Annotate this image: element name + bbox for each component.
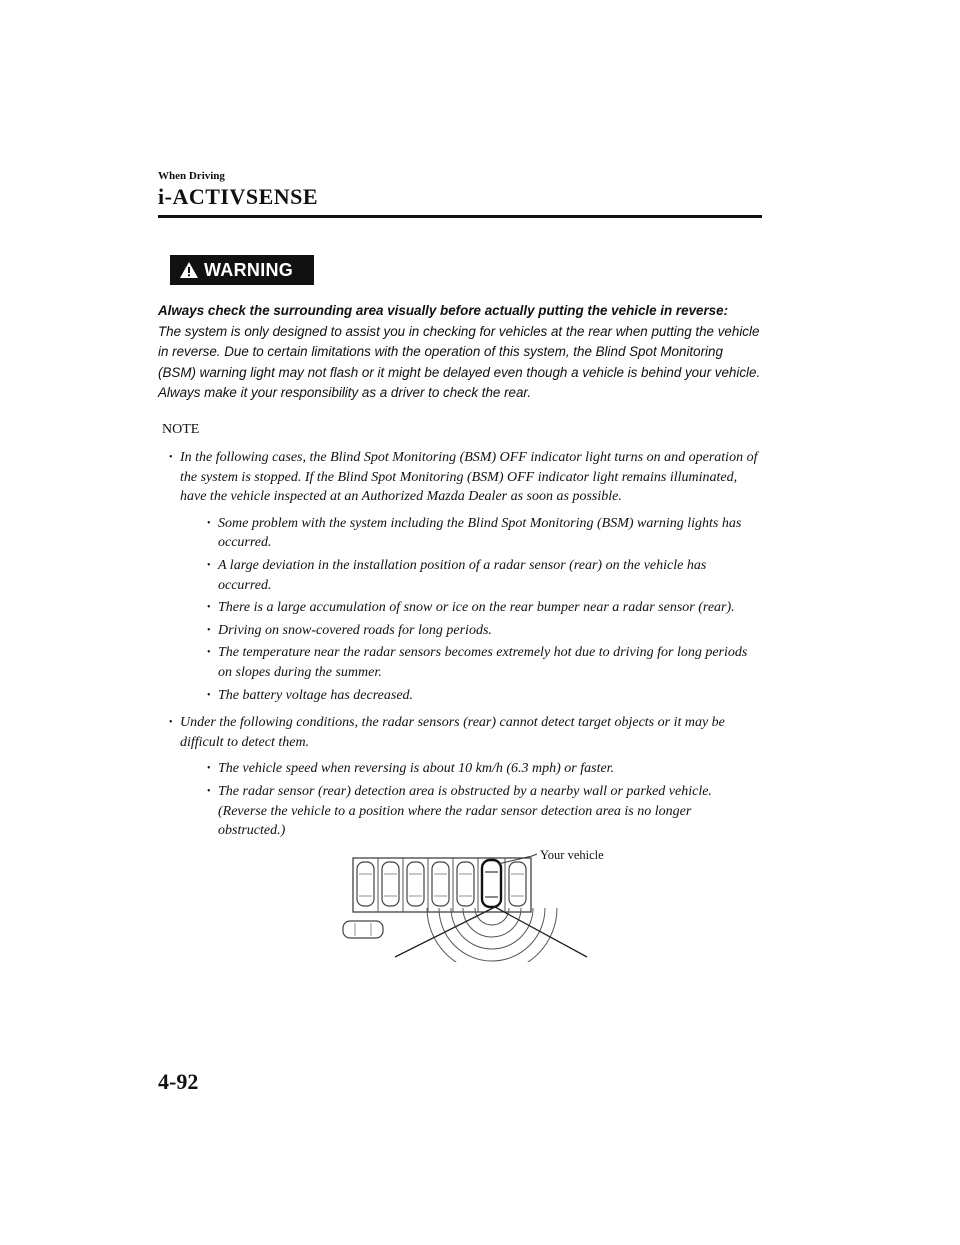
note-label: NOTE [162,422,200,437]
approaching-vehicle [343,921,383,938]
note-item [162,448,762,705]
section-label: When Driving [158,170,225,182]
page-number: 4-92 [158,1069,199,1094]
note-list [162,448,762,849]
note-item-text: • In the following cases, the Blind Spot Monitoring (BSM) OFF indicator light turns on and operation of the system is stopped. If the Blind Spot Monitoring (BSM) OFF indicator light remains illuminated, have the vehicle inspected at an Authorized Mazda Dealer as soon as possible. [180,450,758,505]
note-subitem: • Driving on snow-covered roads for long periods. [180,621,762,641]
parking-radar-diagram [335,842,625,962]
warning-text [158,301,764,404]
note-subitem: • The radar sensor (rear) detection area is obstructed by a nearby wall or parked vehicle. (Reverse the vehicle to a position where the radar sensor detection area is no longer obstructed.) [180,782,762,841]
note-sublist [180,514,762,705]
warning-triangle-icon [179,261,199,279]
radar-detection-arcs [427,908,557,962]
your-vehicle-label: Your vehicle [540,848,604,862]
note-subitem: • The temperature near the radar sensors becomes extremely hot due to driving for long periods on slopes during the summer. [180,643,762,682]
chapter-title: i-ACTIVSENSE [158,184,319,209]
header-divider [158,215,762,218]
radar-boundary-lines [395,907,587,957]
warning-label: WARNING [204,259,294,280]
warning-badge [170,255,314,285]
your-vehicle [482,860,501,907]
note-subitem: • There is a large accumulation of snow or ice on the rear bumper near a radar sensor (rear). [180,598,762,618]
warning-body: The system is only designed to assist you in checking for vehicles at the rear when putting the vehicle in reverse. Due to certain limitations with the operation of this system, the Blind Spot Monitoring (BSM) warning light may not flash or it might be delayed even though a vehicle is behind your vehicle. Always make it your responsibility as a driver to check the rear. [158,323,761,400]
note-subitem: • A large deviation in the installation position of a radar sensor (rear) on the vehicle has occurred. [180,556,762,595]
note-subitem: • The vehicle speed when reversing is about 10 km/h (6.3 mph) or faster. [180,759,762,779]
note-item-text: • Under the following conditions, the radar sensors (rear) cannot detect target objects or it may be difficult to detect them. [180,715,725,750]
note-sublist [180,759,762,840]
note-subitem: • The battery voltage has decreased. [180,686,762,706]
note-subitem: • Some problem with the system including the Blind Spot Monitoring (BSM) warning lights has occurred. [180,514,762,553]
warning-lead: Always check the surrounding area visually before actually putting the vehicle in reverse: [158,303,729,318]
note-item [162,713,762,841]
